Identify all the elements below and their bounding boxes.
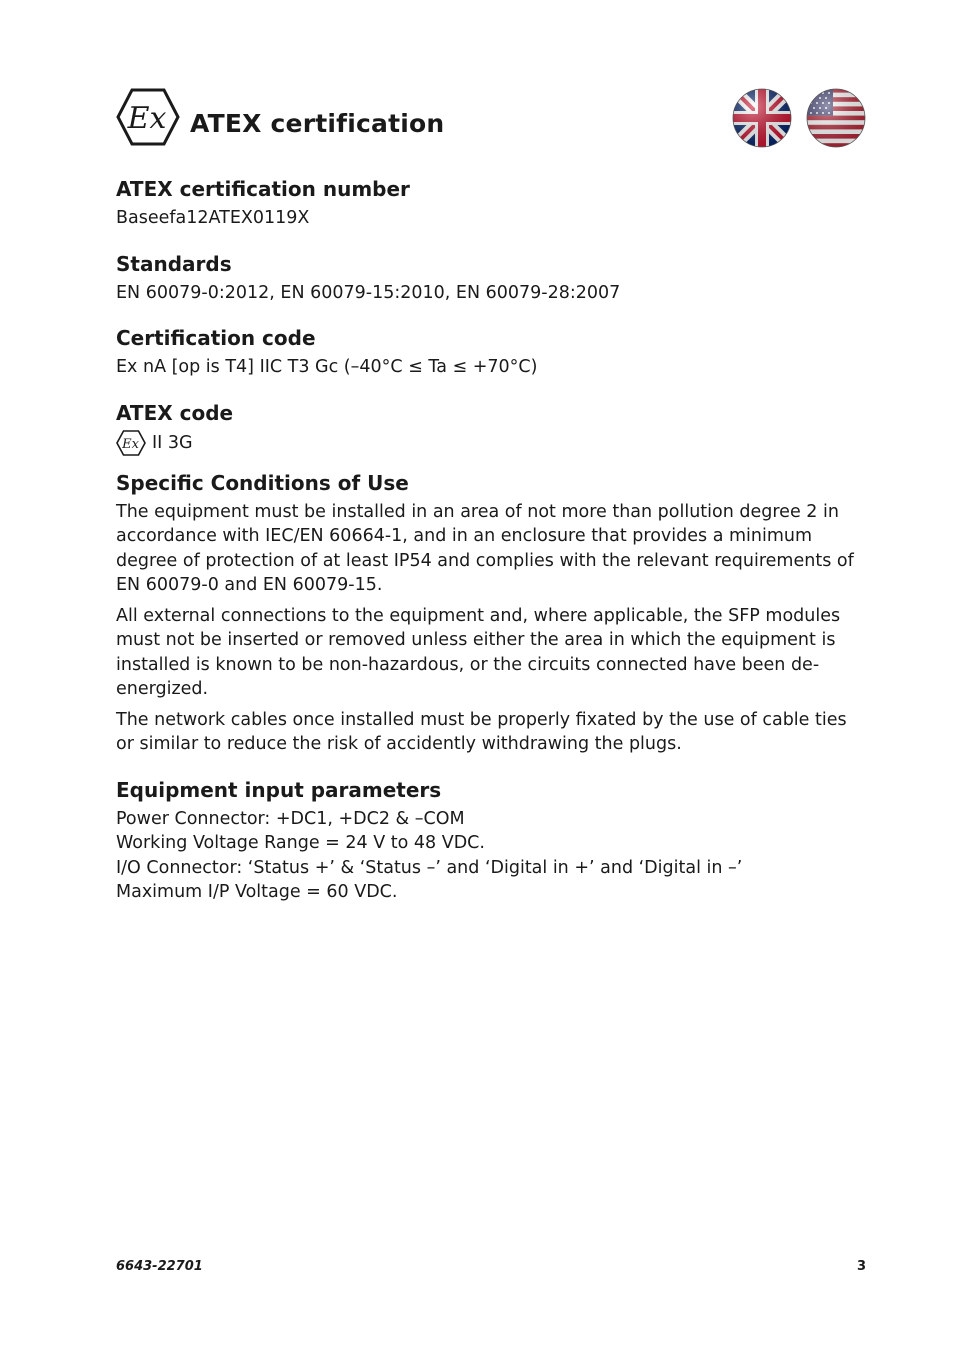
svg-text:Ex: Ex [127,101,167,136]
param-line: Working Voltage Range = 24 V to 48 VDC. [116,833,485,853]
cert-number-value: Baseefa12ATEX0119X [116,208,310,228]
section-atex-code [116,396,868,456]
atex-code-line [116,430,868,456]
section-conditions [116,466,868,757]
ex-hexagon-icon [116,88,180,146]
footer-page-number: 3 [856,1259,866,1274]
main-content [116,172,868,905]
section-heading: ATEX code [116,400,234,425]
section-heading: Equipment input parameters [116,777,442,802]
page-title: ATEX certification [190,109,445,138]
section-input-params [116,773,868,905]
section-cert-number [116,172,868,231]
svg-text:Ex: Ex [122,436,139,452]
param-line: I/O Connector: ‘Status +’ & ‘Status –’ and ‘Digital in +’ and ‘Digital in –’ [116,857,743,878]
standards-value: EN 60079-0:2012, EN 60079-15:2010, EN 60079-28:2007 [116,282,621,303]
section-heading: Specific Conditions of Use [116,470,409,495]
section-heading: Certification code [116,326,316,350]
section-standards [116,247,868,306]
param-line: Maximum I/P Voltage = 60 VDC. [116,882,398,902]
ex-hexagon-icon [116,430,146,456]
uk-flag-icon[interactable] [732,88,792,148]
conditions-paragraph: The network cables once installed must be properly fixated by the use of cable ties or similar to reduce the risk of accidently withdrawing the plugs. [116,709,847,754]
page-header [116,88,868,150]
atex-code-value: II 3G [152,432,193,453]
footer-doc-id: 6643-22701 [116,1259,203,1274]
section-cert-code [116,321,868,380]
conditions-paragraph: All external connections to the equipment and, where applicable, the SFP modules must not be inserted or removed unless either the area in which the equipment is installed is known to be non-hazardous, or the circuits connected have been de-energized. [116,605,841,699]
section-heading: ATEX certification number [116,177,410,201]
cert-code-value: Ex nA [op is T4] IIC T3 Gc (–40°C ≤ Ta ≤ +70°C) [116,357,538,377]
us-flag-icon[interactable] [806,88,866,148]
section-heading: Standards [116,251,232,276]
conditions-paragraph: The equipment must be installed in an area of not more than pollution degree 2 in accordance with IEC/EN 60664-1, and in an enclosure that provides a minimum degree of protection of at least IP54 and complies with the relevant requirements of EN 60079-0 and EN 60079-15. [116,501,854,595]
param-line: Power Connector: +DC1, +DC2 & –COM [116,808,465,829]
